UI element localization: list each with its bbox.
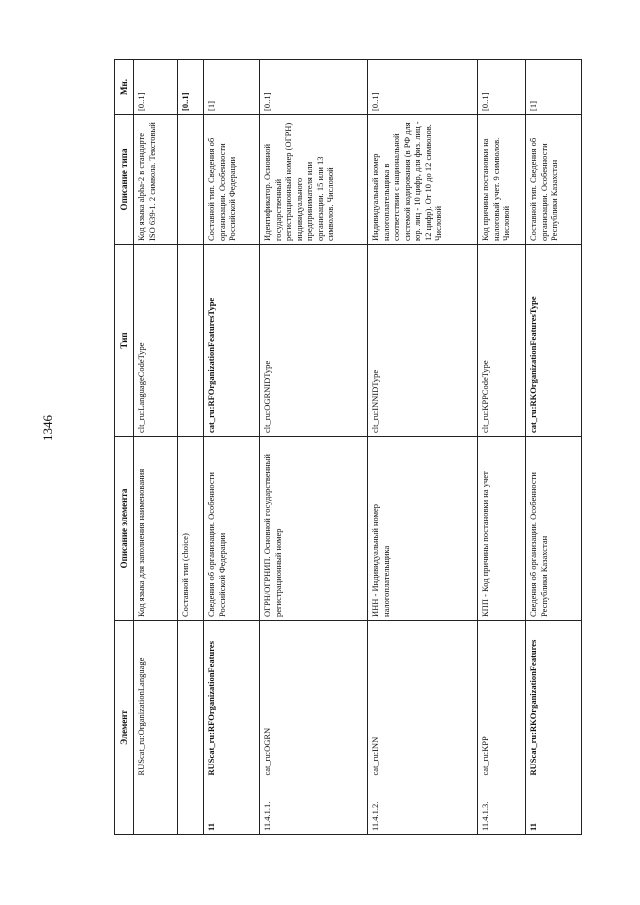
table-row: [134, 59, 178, 834]
row-number: 11.4.1.1.: [260, 777, 368, 835]
schema-table: [114, 59, 582, 835]
row-element: RUScat_ru:OrganizationLanguage: [134, 620, 178, 776]
row-number: 11: [204, 777, 260, 835]
row-type-desc: Индивидуальный номер налогоплательщика в соответствии с национальной системой кодирования (в РФ для юр. лиц - 10 цифр, для физ. лиц - 12 цифр). От 10 до 12 символов. Числовой: [368, 114, 478, 244]
row-element-desc: ИНН - Индивидуальный номер налогоплательщика: [368, 436, 478, 620]
row-type-desc: [178, 114, 204, 244]
row-element: RUScat_ru:RKOrganizationFeatures: [526, 620, 582, 776]
row-type: clt_ru:OGRNIDType: [260, 244, 368, 436]
table-row: [178, 59, 204, 834]
table-row: [260, 59, 368, 834]
row-mn: [0..1]: [478, 59, 526, 114]
row-element-desc: Код языка для заполнения наименования: [134, 436, 178, 620]
row-type-desc: Идентификатор. Основной государственный регистрационный номер (ОГРН) индивидуального предпринимателя или организации. 15 или 13 символов. Числовой: [260, 114, 368, 244]
row-mn: [0..1]: [368, 59, 478, 114]
table-row: [526, 59, 582, 834]
row-element: [178, 620, 204, 776]
row-number: 11.4.1.2.: [368, 777, 478, 835]
row-element: cat_ru:KPP: [478, 620, 526, 776]
header-type: Тип: [115, 244, 134, 436]
row-element: cat_ru:OGRN: [260, 620, 368, 776]
row-mn: [1]: [204, 59, 260, 114]
header-mn: Мн.: [115, 59, 134, 114]
row-type-desc: Код причины постановки на налоговый учет. 9 символов. Числовой: [478, 114, 526, 244]
header-type-desc: Описание типа: [115, 114, 134, 244]
row-type: [178, 244, 204, 436]
row-mn: [0..1]: [134, 59, 178, 114]
row-type-desc: Составной тип. Сведения об организации. Особенности Российской Федерации: [204, 114, 260, 244]
row-type: cat_ru:RFOrganizationFeaturesType: [204, 244, 260, 436]
row-mn: [1]: [526, 59, 582, 114]
row-element: RUScat_ru:RFOrganizationFeatures: [204, 620, 260, 776]
row-type: clt_ru:LanguageCodeType: [134, 244, 178, 436]
table-row: [204, 59, 260, 834]
row-element: cat_ru:INN: [368, 620, 478, 776]
row-type: clt_ru:KPPCodeType: [478, 244, 526, 436]
row-mn: [0..1]: [260, 59, 368, 114]
row-number: 11.4.1.3.: [478, 777, 526, 835]
row-number: [178, 777, 204, 835]
row-element-desc: КПП - Код причины постановки на учет: [478, 436, 526, 620]
row-type: cat_ru:RKOrganizationFeaturesType: [526, 244, 582, 436]
row-element-desc: Сведения об организации. Особенности Республики Казахстан: [526, 436, 582, 620]
row-element-desc: ОГРН/ОГРНИП. Основной государственный регистрационный номер: [260, 436, 368, 620]
row-type-desc: Составной тип. Сведения об организации. Особенности Республики Казахстан: [526, 114, 582, 244]
row-number: [134, 777, 178, 835]
page-number: 1346: [40, 415, 55, 441]
row-mn: [0..1]: [178, 59, 204, 114]
rotated-table-container: [114, 60, 559, 835]
table-row: [368, 59, 478, 834]
row-element-desc: Сведения об организации. Особенности Российской Федерации: [204, 436, 260, 620]
row-type-desc: Код языка alpha-2 в стандарте ISO 639-1. 2 символа. Текстовый: [134, 114, 178, 244]
header-element: Элемент: [115, 620, 134, 834]
row-type: clt_ru:INNIDType: [368, 244, 478, 436]
row-number: 11: [526, 777, 582, 835]
table-header-row: [115, 59, 134, 834]
header-element-desc: Описание элемента: [115, 436, 134, 620]
table-row: [478, 59, 526, 834]
row-element-desc: Составной тип (choice): [178, 436, 204, 620]
